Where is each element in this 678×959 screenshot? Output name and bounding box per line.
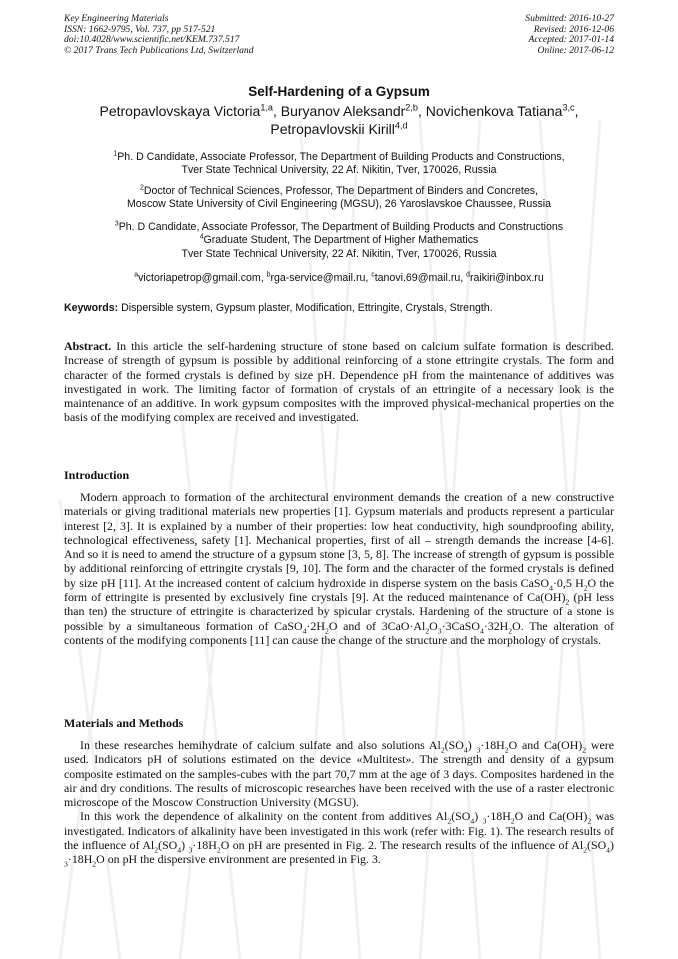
author-list: Petropavlovskaya Victoria$^{1,a}$, Buryanov Aleksandr$^{2,b}$, Novichenkova Tatiana$^{3,c}$, Petropavlovskii Kirill$^{4,d}$ (99, 102, 579, 137)
abstract (64, 339, 614, 425)
email-list: $^a$victoriapetrop@gmail.com, $^b$rga-service@mail.ru, $^c$tanovi.69@mail.ru, $^d$raikiri@inbox.ru (134, 271, 544, 284)
author-sup: 3,c (562, 102, 575, 113)
author-name: Petropavlovskii Kirill (270, 121, 395, 137)
formula: $Al_2(SO_4)$ $_3\cdot 18H_2O$ (428, 738, 518, 755)
methods-body: In these researches hemihydrate of calcium sulfate and also solutions $Al_2(SO_4)$ $_3\cdot 18H_2O$ and $Ca(OH)_2$ were used. Indicators pH of solutions estimated on the device «Multitest». The strength and density of a gypsum composite estimated on the samples-cubes with the part 70,7 mm at the age of 3 days. Composites hardened in the air and dry conditions. The results of microscopic researches have been received with the use of a raster electronic microscope of the Moscow Construction University (MGSU). In this work the dependence of alkalinity on the content from additives $Al_2(SO_4)$ $_3\cdot 18H_2O$ and $Ca(OH)_2$ was investigated. Indicators of alkalinity have been investigated in this work (refer with: Fig. 1). The research results of the influence of $Al_2(SO_4)$ $_3\cdot 18H_2O$ on pH are presented in Fig. 2. The research results of the influence of $Al_2(SO_4)$ $_3\cdot 18H_2O$ on pH the dispersive environment are presented in Fig. 3. (64, 738, 614, 869)
affiliation-1: $^1$Ph. D Candidate, Associate Professor, The Department of Building Products and Constructions, Tver State Technical University, 22 Af. Nikitin, Tver, 170026, Russia (113, 150, 565, 177)
formula: CaSO$_4$·0,5 $H_2O$ (520, 575, 597, 593)
email-link[interactable]: victoriapetrop@gmail.com (138, 272, 261, 284)
affiliation-2: $^2$Doctor of Technical Sciences, Professor, The Department of Binders and Concretes, Moscow State University of Civil Engineering (MGSU), 26 Yaroslavskoe Chaussee, Russia (126, 184, 552, 211)
date-accepted: Accepted: 2017-01-14 (528, 34, 614, 46)
email-link[interactable]: tanovi.69@mail.ru (374, 272, 461, 284)
publication-dates (525, 14, 614, 56)
author-name: Novichenkova Tatiana (425, 103, 563, 119)
section-heading-introduction: Introduction (64, 468, 130, 482)
affiliation-3-4: $^3$Ph. D Candidate, Associate Professor, The Department of Building Products and Constructions $^4$Graduate Student, The Department of Higher Mathematics Tver State Technical University, 22 Af. Nikitin, Tver, 170026, Russia (114, 220, 564, 260)
formula: $Al_2(SO_4)$ $_3\cdot 18H_2O$ (435, 809, 524, 826)
author-name: Petropavlovskaya Victoria (99, 103, 261, 119)
email-link[interactable]: rga-service@mail.ru (270, 272, 366, 284)
date-online: Online: 2017-06-12 (537, 44, 614, 56)
author-sup: 2,b (405, 102, 418, 113)
abstract-label: Abstract. (64, 339, 112, 353)
formula: $Ca(OH)_2$ (543, 738, 587, 755)
journal-info (64, 14, 254, 56)
paper-title: Self-Hardening of a Gypsum (248, 84, 430, 99)
formula: $Al_2(SO_4)$ $_3\cdot 18H_2O$ (64, 838, 614, 869)
author-sup: 4,d (394, 120, 408, 131)
abstract-text: In this article the self-hardening structure of stone based on calcium sulfate formation is described. Increase of strength of gypsum is possible by additional reinforcing of a stone ettringite crystals. The form and character of the formed crystals is defined by size pH. Dependence pH from the maintenance of additives was investigated in work. The limiting factor of formation of crystals of an ettringite of a necessary look is the maintenance of an additive. In work gypsum composites with the improved physical-mechanical properties on the basis of the modifying complex are received and investigated. (64, 339, 614, 425)
journal-doi: doi:10.4028/www.scientific.net/KEM.737.517 (64, 34, 240, 46)
formula: $3CaO\cdot Al_2O_3\cdot 3CaSO_4\cdot 32H_2O$ (381, 618, 521, 636)
formula: $Ca(OH)_2$ (549, 809, 592, 826)
journal-name: Key Engineering Materials (64, 13, 169, 24)
keywords (64, 302, 624, 314)
journal-copyright: © 2017 Trans Tech Publications Ltd, Switzerland (64, 44, 254, 56)
formula: $CaSO_4\cdot 2H_2O$ (274, 618, 338, 636)
author-name: Buryanov Aleksandr (280, 103, 406, 119)
date-revised: Revised: 2016-12-06 (533, 23, 614, 35)
section-heading-methods: Materials and Methods (64, 716, 184, 730)
date-submitted: Submitted: 2016-10-27 (525, 13, 614, 24)
introduction-body: Modern approach to formation of the architectural environment demands the creation of a new constructive materials or giving traditional materials new properties [1]. Gypsum materials and products represent a particular interest [2, 3]. It is explained by a number of their properties: low heat conductivity, high soundproofing ability, technological effectiveness, safety [1]. Mechanical properties, first of all – strength demands the increase [4-6]. And so it is need to amend the structure of a gypsum stone [3, 5, 8]. The increase of strength of gypsum is possible by additional reinforcing of ettringite crystals [9, 10]. The form and the character of the formed crystals is defined by size pH [11]. At the increased content of calcium hydroxide in disperse system on the basis CaSO$_4$·0,5 $H_2O$ the form of ettringite is presented by exclusively fine crystals [9]. At the reduced maintenance of $Ca(OH)_2$ (pH less than ten) the structure of ettringite is characterized by spicular crystals. Hardening of the structure of a stone is possible by a simultaneous formation of $CaSO_4\cdot 2H_2O$ and of $3CaO\cdot Al_2O_3\cdot 3CaSO_4\cdot 32H_2O$. The alteration of contents of the modifying components [11] can cause the change of the structure and the morphology of crystals. (64, 490, 614, 647)
keywords-text: Dispersible system, Gypsum plaster, Modification, Ettringite, Crystals, Strength. (121, 302, 493, 314)
keywords-label: Keywords: (64, 302, 119, 314)
journal-issn: ISSN: 1662-9795, Vol. 737, pp 517-521 (64, 23, 216, 35)
formula: $Al_2(SO_4)$ $_3\cdot 18H_2O$ (142, 838, 230, 855)
formula: $Ca(OH)_2$ (527, 590, 570, 607)
email-link[interactable]: raikiri@inbox.ru (469, 272, 544, 284)
author-sup: 1,a (260, 102, 273, 113)
